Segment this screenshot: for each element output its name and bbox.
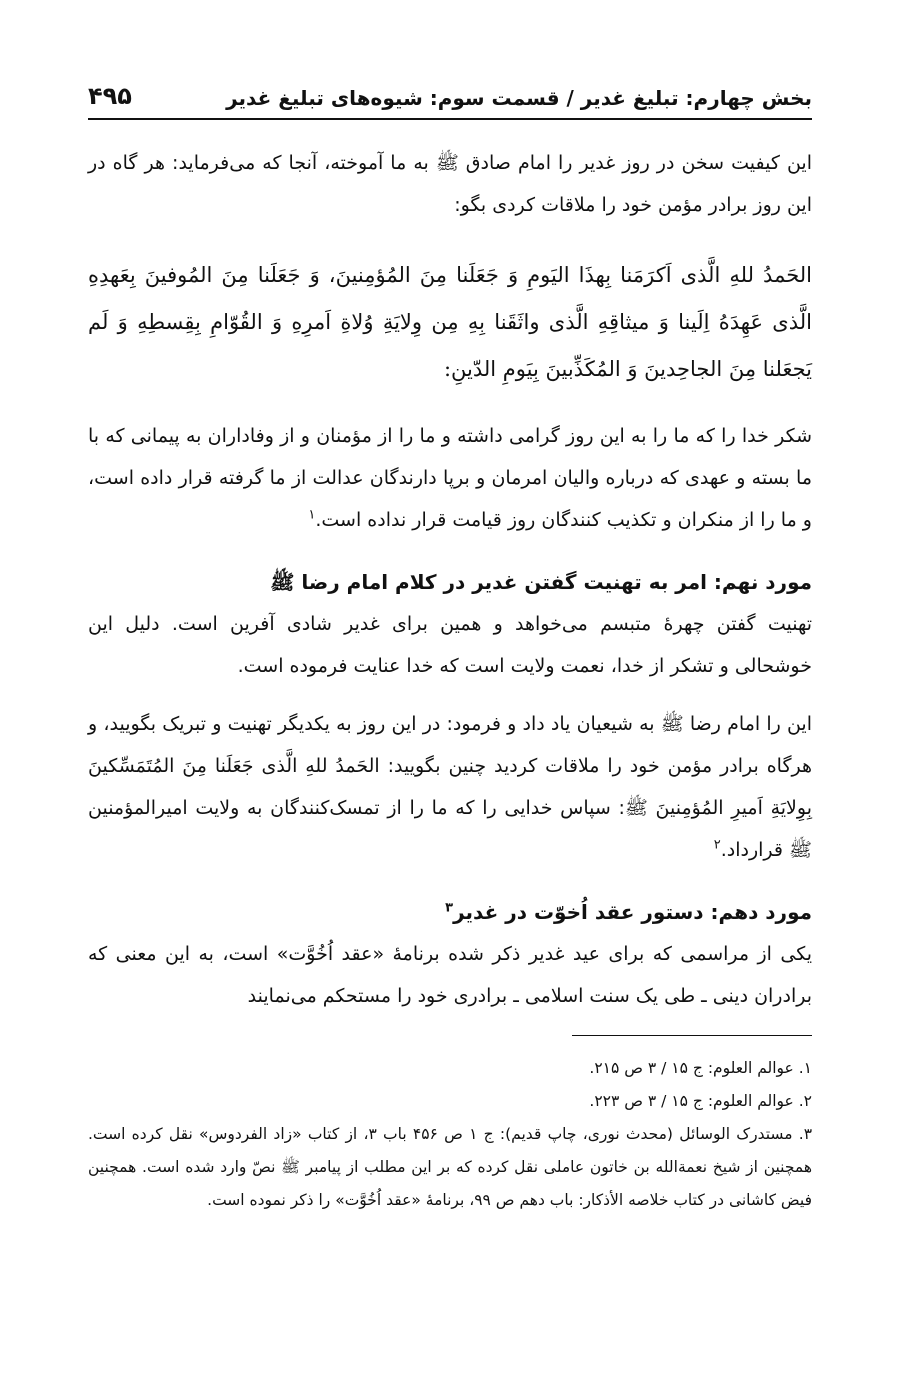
footnote-ref-1: ۱: [308, 507, 316, 523]
section10-paragraph-1: یکی از مراسمی که برای عید غدیر ذکر شده برنامهٔ «عقد اُخُوَّت» است، به این معنی که برادران دینی ـ طی یک سنت اسلامی ـ برادری خود را مستحکم می‌نمایند: [88, 943, 812, 1007]
footnote-2: ۲. عوالم العلوم: ج ۱۵ / ۳ ص ۲۲۳.: [589, 1092, 812, 1110]
footnote-1: ۱. عوالم العلوم: ج ۱۵ / ۳ ص ۲۱۵.: [589, 1059, 812, 1077]
book-page: [88, 70, 812, 1217]
section9-paragraph-2-text: این را امام رضا ﷺ به شیعیان یاد داد و فرمود: در این روز به یکدیگر تهنیت و تبریک بگویید، و هرگاه برادر مؤمن خود را ملاقات کردید چنین بگویید: الحَمدُ للهِ الَّذی جَعَلَنا مِنَ المُتَمَسِّکینَ بِوِلایَةِ اَمیرِ المُؤمِنینَ ﷺ: سپاس خدایی را که ما را از تمسک‌کنندگان به ولایت امیرالمؤمنین ﷺ قرارداد.: [88, 713, 812, 861]
prayer-translation: [88, 415, 812, 541]
translation-text: شکر خدا را که ما را به این روز گرامی داشته و ما را از مؤمنان و از وفاداران به پیمانی که با ما بسته و عهدی که درباره والیان امرمان و برپا دارندگان عدالت از ما گرفته قرار داده است، و ما را از منکران و تکذیب کنندگان روز قیامت قرار نداده است.: [88, 425, 812, 531]
footnote-3: ۳. مستدرک الوسائل (محدث نوری، چاپ قدیم): ج ۱ ص ۴۵۶ باب ۳، از کتاب «زاد الفردوس» نقل کرده است. همچنین از شیخ نعمة‌الله بن خاتون عاملی نقل کرده که بر این مطلب از پیامبر ﷺ نصّ وارد شده است. همچنین فیض کاشانی در کتاب خلاصه الأذکار: باب دهم ص ۹۹، برنامهٔ «عقد اُخُوَّت» را ذکر نموده است.: [88, 1125, 813, 1209]
section-heading-10: [88, 891, 812, 933]
section-heading-9: مورد نهم: امر به تهنیت گفتن غدیر در کلام امام رضا ﷺ: [270, 570, 812, 594]
section9-paragraph-2: [88, 703, 812, 871]
page-number: ۴۹۵: [88, 82, 132, 110]
running-title: بخش چهارم: تبلیغ غدیر / قسمت سوم: شیوه‌های تبلیغ غدیر: [226, 86, 812, 110]
section9-paragraph-1: تهنیت گفتن چهرهٔ متبسم می‌خواهد و همین برای غدیر شادی آفرین است. دلیل این خوشحالی و تشکر از خدا، نعمت ولایت است که خدا عنایت فرموده است.: [88, 613, 812, 677]
footnote-ref-3: ۳: [445, 900, 454, 916]
footnote-divider: [572, 1035, 812, 1036]
footnotes: [88, 1052, 812, 1217]
footnote-ref-2: ۲: [713, 837, 721, 853]
intro-paragraph: این کیفیت سخن در روز غدیر را امام صادق ﷺ به ما آموخته، آنجا که می‌فرماید: هر گاه در این روز برادر مؤمن خود را ملاقات کردی بگو:: [88, 152, 812, 216]
arabic-prayer: الحَمدُ للهِ الَّذی اَکرَمَنا بِهذَا الیَومِ وَ جَعَلَنا مِنَ المُؤمِنینَ، وَ جَعَلَنا مِنَ المُوفینَ بِعَهدِهِ الَّذی عَهِدَهُ اِلَینا وَ میثاقِهِ الَّذی واثَقَنا بِهِ مِن وِلایَةِ وُلاةِ اَمرِهِ وَ القُوّامِ بِقِسطِهِ وَ لَم یَجعَلنا مِنَ الجاحِدینَ وَ المُکَذِّبینَ بِیَومِ الدّینِ:: [88, 263, 812, 381]
section-heading-10-text: مورد دهم: دستور عقد اُخوّت در غدیر: [453, 900, 812, 924]
page-header: [88, 70, 812, 120]
